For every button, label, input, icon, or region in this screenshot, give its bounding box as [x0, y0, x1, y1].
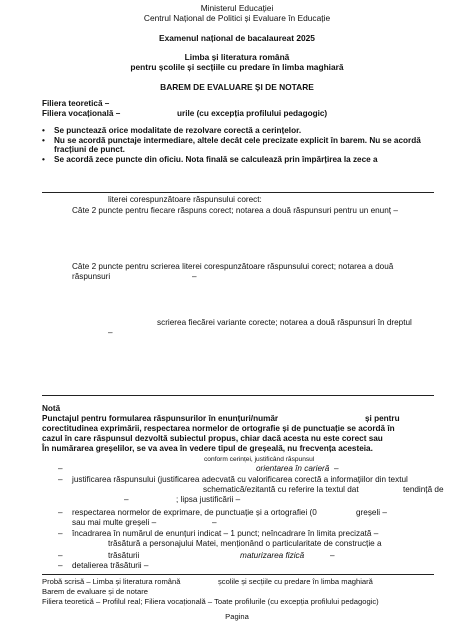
item-4-dash: –: [108, 328, 113, 337]
criteria-mistakes: greșeli –: [356, 508, 387, 517]
criteria-count: încadrarea în numărul de enunțuri indicat – 1 punct; neîncadrare în limita precizată –: [72, 529, 379, 538]
criteria-dash: –: [212, 518, 217, 527]
note-line-1a: Punctajul pentru formularea răspunsurilor în enunțuri/număr: [42, 414, 279, 423]
criteria-norms: respectarea normelor de exprimare, de punctuație și a ortografiei (0: [72, 508, 317, 517]
page-number: Pagina: [225, 612, 249, 621]
exam-title: Examenul național de bacalaureat 2025: [159, 33, 315, 43]
center-name: Centrul Național de Politici și Evaluare în Educație: [143, 13, 331, 23]
criteria-no-justification: ; lipsa justificării –: [176, 495, 241, 504]
criteria-justification: justificarea răspunsului (justificarea adecvată cu valorificarea corectă a informațiilor din textul: [72, 475, 408, 484]
note-title: Notă: [42, 404, 61, 413]
footer-line-2: Barem de evaluare și de notare: [42, 587, 148, 596]
criteria-tendency: tendință de: [403, 485, 444, 494]
criteria-detail: detalierea trăsăturii –: [72, 561, 149, 570]
item-1-text: literei corespunzătoare răspunsului corect:: [108, 195, 262, 204]
note-line-4: În numărarea greșelilor, se va avea în vedere tipul de greșeală, nu frecvența acesteia.: [42, 444, 373, 453]
criteria-schematic: schematică/ezitantă cu referire la textul dat: [203, 485, 359, 494]
rule-item: • Se acordă zece puncte din oficiu. Nota finală se calculează prin împărțirea la zece a: [40, 155, 440, 165]
footer-line-1b: școlile și secțiile cu predare în limba maghiară: [218, 577, 373, 586]
criteria-dash: –: [124, 495, 129, 504]
criteria-dash: –: [334, 464, 339, 473]
criteria-traits-label: trăsăturii: [108, 551, 140, 560]
filiera-line-1: Filiera teoretică –: [42, 99, 110, 108]
note-divider: [42, 395, 434, 396]
item-3-dash: –: [192, 272, 197, 281]
criteria-maturity: maturizarea fizică: [240, 551, 305, 560]
criteria-dash: –: [58, 561, 63, 570]
filiera-line-2a: Filiera vocațională –: [42, 109, 121, 118]
criteria-intro: conform cerinței, justificând răspunsul: [204, 456, 315, 463]
criteria-dash: –: [58, 529, 63, 538]
criteria-more-mistakes: sau mai multe greșeli –: [72, 518, 157, 527]
section-divider: [42, 192, 434, 193]
item-3-text-a: Câte 2 puncte pentru scrierea literei corespunzătoare răspunsului corect; notarea a două: [72, 262, 394, 271]
ministry-name: Ministerul Educației: [200, 3, 274, 13]
criteria-dash: –: [58, 551, 63, 560]
general-rules-list: [40, 126, 440, 164]
criteria-career: orientarea în carieră: [256, 464, 330, 473]
item-4-text: scrierea fiecărei variante corecte; notarea a două răspunsuri în dreptul: [157, 318, 412, 327]
criteria-dash: –: [58, 475, 63, 484]
rule-item: • Nu se acordă punctaje intermediare, altele decât cele precizate explicit în barem. Nu se acordă fracțiuni de punct.: [40, 136, 440, 155]
note-line-3: cazul în care răspunsul dezvoltă subiectul propus, chiar dacă acesta nu este corect sau: [42, 434, 383, 443]
footer-divider: [42, 574, 434, 575]
footer-line-3: Filiera teoretică – Profilul real; Filiera vocațională – Toate profilurile (cu excepția profilului pedagogic): [42, 597, 379, 606]
item-3-text-b: răspunsuri: [72, 272, 111, 281]
barem-title: BAREM DE EVALUARE ȘI DE NOTARE: [160, 82, 314, 92]
note-line-1b: și pentru: [365, 414, 400, 423]
item-2-text: Câte 2 puncte pentru fiecare răspuns corect; notarea a două răspunsuri pentru un enunț –: [72, 206, 398, 215]
rule-item: • Se punctează orice modalitate de rezolvare corectă a cerințelor.: [40, 126, 440, 136]
subject-line-2: pentru școlile și secțiile cu predare în limba maghiară: [130, 62, 344, 72]
criteria-trait: trăsătură a personajului Matei, menționând o particularitate de construcție a: [108, 539, 382, 548]
subject-line-1: Limba și literatura română: [184, 52, 290, 62]
criteria-dash: –: [58, 508, 63, 517]
note-line-2: corectitudinea exprimării, respectarea normelor de ortografie și de punctuație se acordă în: [42, 424, 395, 433]
criteria-dash: –: [330, 551, 335, 560]
footer-line-1a: Probă scrisă – Limba și literatura română: [42, 577, 181, 586]
criteria-dash: –: [58, 464, 63, 473]
filiera-line-2b: urile (cu excepția profilului pedagogic): [177, 109, 328, 118]
